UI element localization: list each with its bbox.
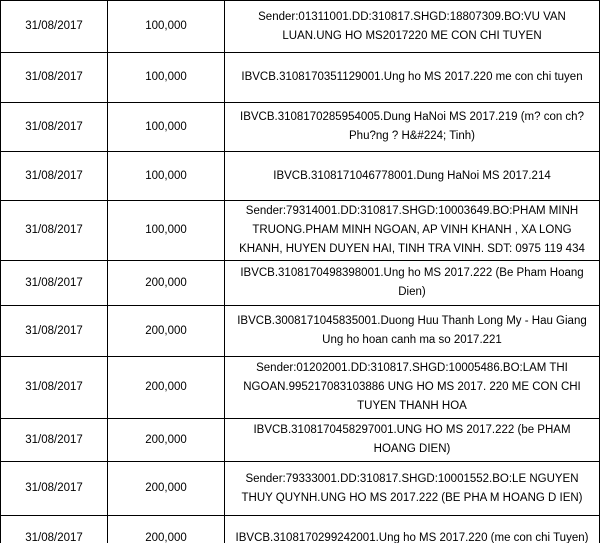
description-cell: IBVCB.3108170351129001.Ung ho MS 2017.220 me con chi tuyen: [225, 53, 600, 103]
amount-cell: 200,000: [108, 419, 225, 462]
description-cell: IBVCB.3108170458297001.UNG HO MS 2017.222 (be PHAM HOANG DIEN): [225, 419, 600, 462]
table-row: [1, 1, 600, 53]
amount-cell: 100,000: [108, 53, 225, 103]
date-cell: 31/08/2017: [1, 419, 108, 462]
table-row: [1, 357, 600, 419]
table-row: [1, 306, 600, 357]
description-cell: Sender:79314001.DD:310817.SHGD:10003649.BO:PHAM MINH TRUONG.PHAM MINH NGOAN, AP VINH KHANH , XA LONG KHANH, HUYEN DUYEN HAI, TINH TRA VINH. SDT: 0975 119 434: [225, 201, 600, 261]
description-cell: IBVCB.3108170299242001.Ung ho MS 2017.220 (me con chi Tuyen): [225, 516, 600, 543]
amount-cell: 200,000: [108, 261, 225, 306]
date-cell: 31/08/2017: [1, 201, 108, 261]
amount-cell: 100,000: [108, 201, 225, 261]
date-cell: 31/08/2017: [1, 306, 108, 357]
table-row: [1, 419, 600, 462]
table-row: [1, 261, 600, 306]
description-cell: IBVCB.3108171046778001.Dung HaNoi MS 2017.214: [225, 152, 600, 201]
transactions-body: [1, 1, 600, 543]
amount-cell: 200,000: [108, 516, 225, 543]
date-cell: 31/08/2017: [1, 261, 108, 306]
description-cell: IBVCB.3108170285954005.Dung HaNoi MS 2017.219 (m? con ch? Phu?ng ? H&#224; Tinh): [225, 103, 600, 152]
date-cell: 31/08/2017: [1, 53, 108, 103]
description-cell: Sender:01311001.DD:310817.SHGD:18807309.BO:VU VAN LUAN.UNG HO MS2017220 ME CON CHI TUYEN: [225, 1, 600, 53]
table-row: [1, 152, 600, 201]
date-cell: 31/08/2017: [1, 462, 108, 516]
description-cell: IBVCB.3108170498398001.Ung ho MS 2017.222 (Be Pham Hoang Dien): [225, 261, 600, 306]
description-cell: IBVCB.3008171045835001.Duong Huu Thanh Long My - Hau Giang Ung ho hoan canh ma so 2017.221: [225, 306, 600, 357]
amount-cell: 200,000: [108, 306, 225, 357]
description-cell: Sender:79333001.DD:310817.SHGD:10001552.BO:LE NGUYEN THUY QUYNH.UNG HO MS 2017.222 (BE PHA M HOANG D IEN): [225, 462, 600, 516]
table-row: [1, 462, 600, 516]
amount-cell: 200,000: [108, 357, 225, 419]
date-cell: 31/08/2017: [1, 103, 108, 152]
amount-cell: 100,000: [108, 152, 225, 201]
amount-cell: 200,000: [108, 462, 225, 516]
table-row: [1, 103, 600, 152]
date-cell: 31/08/2017: [1, 1, 108, 53]
table-row: [1, 53, 600, 103]
description-cell: Sender:01202001.DD:310817.SHGD:10005486.BO:LAM THI NGOAN.995217083103886 UNG HO MS 2017. 220 ME CON CHI TUYEN THANH HOA: [225, 357, 600, 419]
date-cell: 31/08/2017: [1, 516, 108, 543]
amount-cell: 100,000: [108, 1, 225, 53]
date-cell: 31/08/2017: [1, 152, 108, 201]
date-cell: 31/08/2017: [1, 357, 108, 419]
table-row: [1, 516, 600, 543]
amount-cell: 100,000: [108, 103, 225, 152]
table-row: [1, 201, 600, 261]
